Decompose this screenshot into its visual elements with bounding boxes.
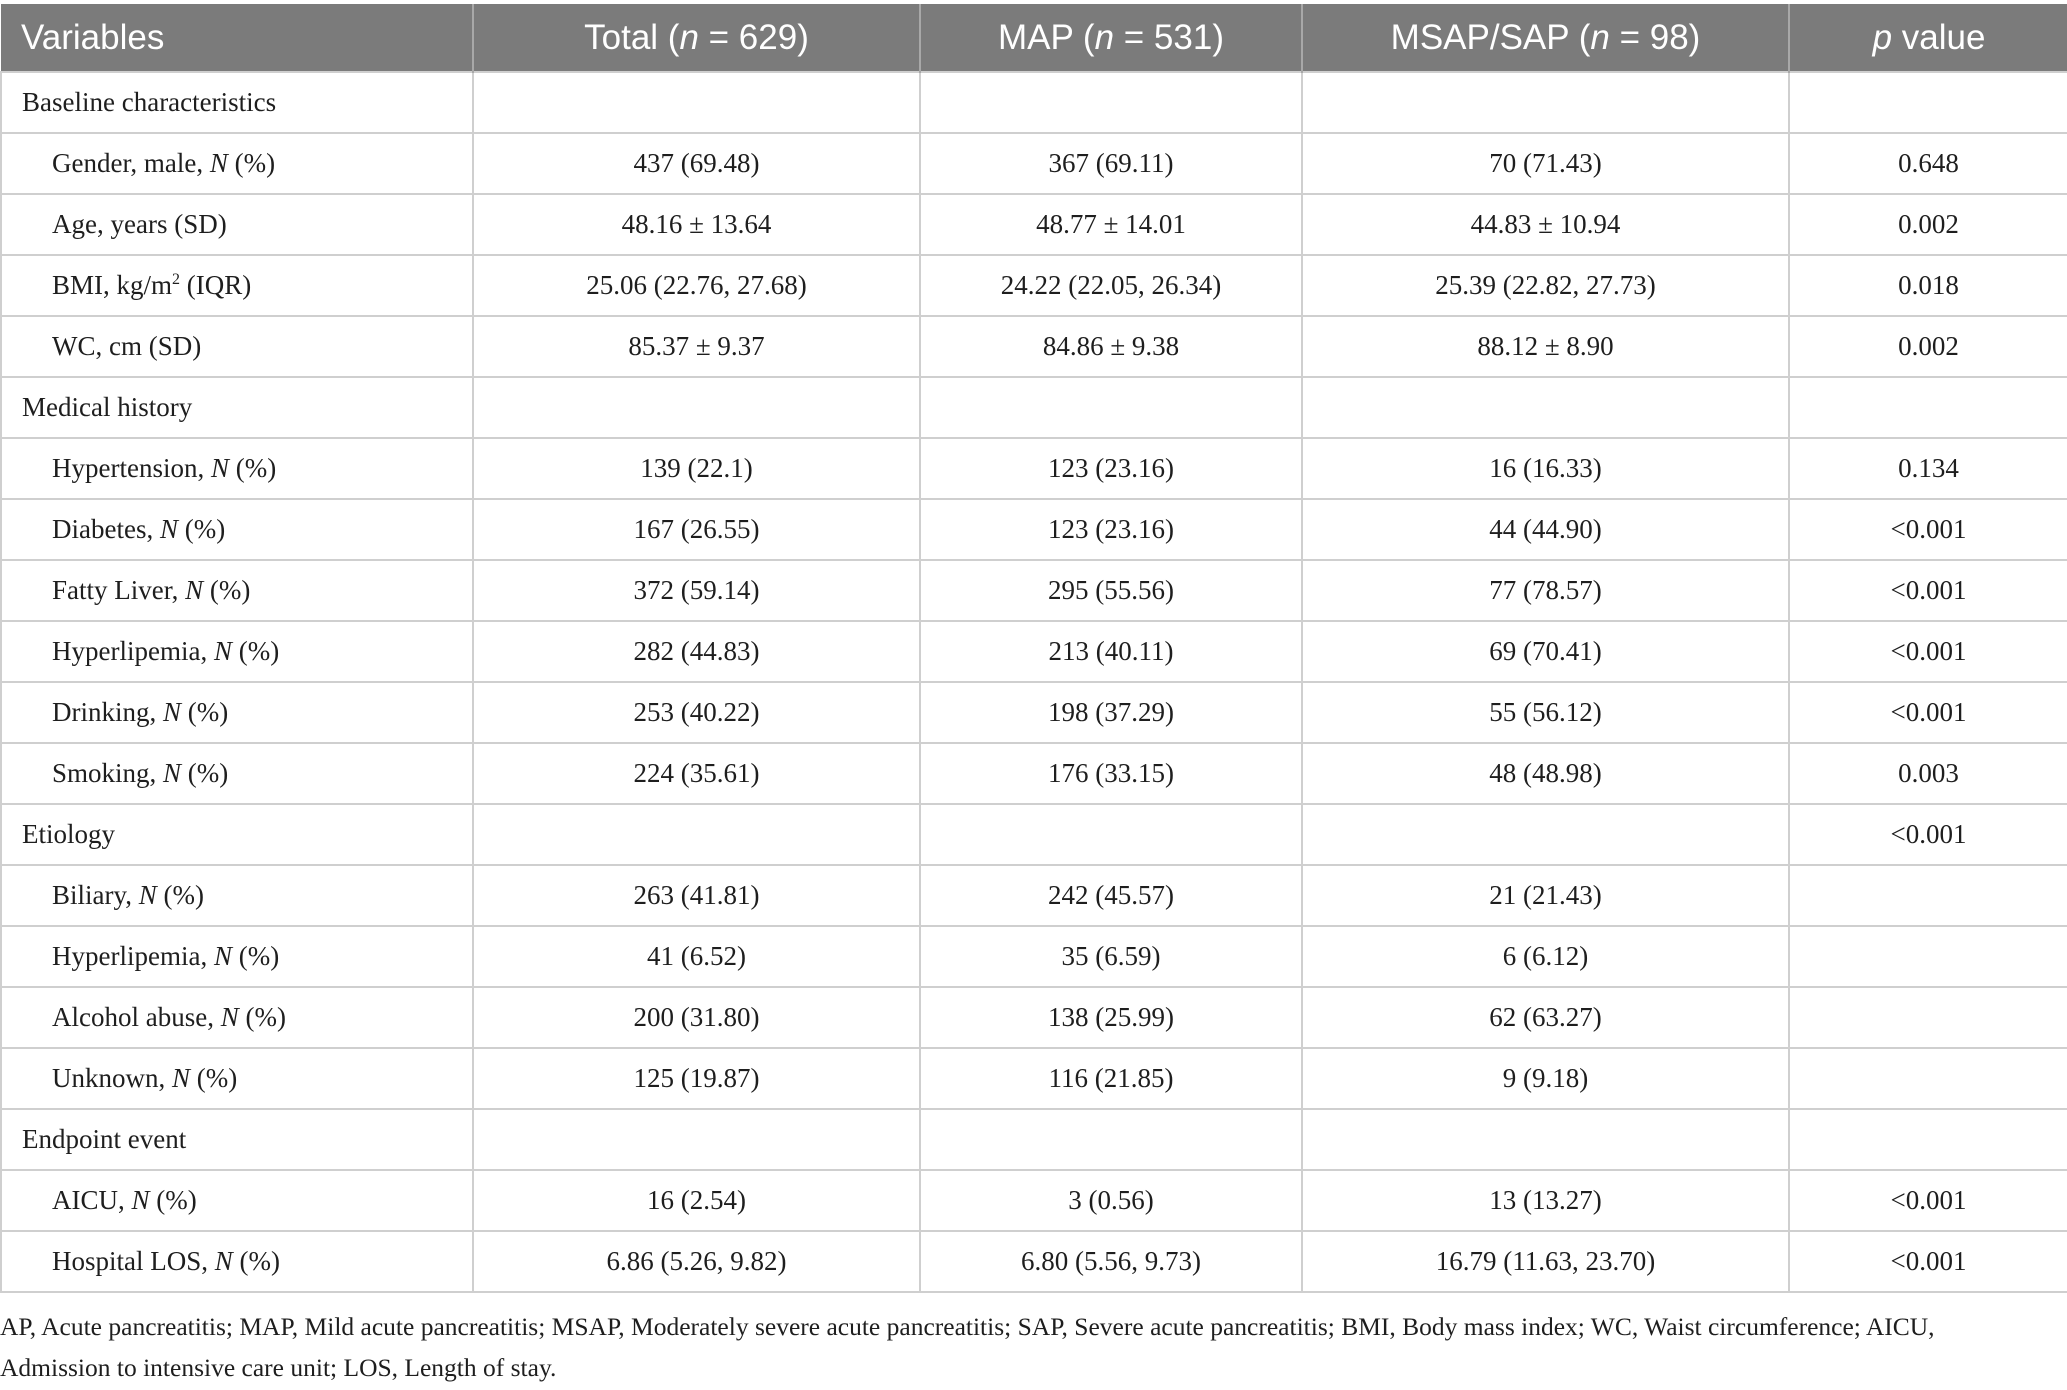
map-cell: 24.22 (22.05, 26.34) xyxy=(920,255,1302,316)
variable-label: Drinking, xyxy=(52,697,163,727)
table-header xyxy=(1,4,2067,72)
msap-cell: 9 (9.18) xyxy=(1302,1048,1789,1109)
variable-cell xyxy=(1,743,473,804)
section-row xyxy=(1,804,2067,865)
variable-label: Fatty Liver, xyxy=(52,575,186,605)
p-value-cell: 0.018 xyxy=(1789,255,2067,316)
total-cell xyxy=(473,377,920,438)
variable-label-suffix: (%) xyxy=(231,941,280,971)
section-label: Medical history xyxy=(1,377,473,438)
p-value-cell xyxy=(1789,72,2067,133)
variable-label-suffix: (%) xyxy=(149,1185,197,1215)
header-p-value xyxy=(1789,4,2067,72)
p-value-cell: <0.001 xyxy=(1789,804,2067,865)
variable-label-italic: N xyxy=(163,758,182,788)
table-row xyxy=(1,1048,2067,1109)
variable-label-italic: N xyxy=(138,880,157,910)
map-cell xyxy=(920,1109,1302,1170)
msap-cell: 55 (56.12) xyxy=(1302,682,1789,743)
header-p-post: value xyxy=(1892,17,1986,57)
p-value-cell xyxy=(1789,1048,2067,1109)
table-row xyxy=(1,621,2067,682)
header-msap-sap xyxy=(1302,4,1789,72)
header-total xyxy=(473,4,920,72)
total-cell: 200 (31.80) xyxy=(473,987,920,1048)
total-cell: 41 (6.52) xyxy=(473,926,920,987)
variable-label: Alcohol abuse, xyxy=(52,1002,221,1032)
msap-cell: 69 (70.41) xyxy=(1302,621,1789,682)
total-cell: 263 (41.81) xyxy=(473,865,920,926)
map-cell: 367 (69.11) xyxy=(920,133,1302,194)
table-row xyxy=(1,865,2067,926)
total-cell: 437 (69.48) xyxy=(473,133,920,194)
variable-label-suffix: (%) xyxy=(181,697,229,727)
variable-label: Gender, male, xyxy=(52,148,210,178)
total-cell: 125 (19.87) xyxy=(473,1048,920,1109)
variable-label-italic: N xyxy=(172,1063,191,1093)
variable-label-suffix: (%) xyxy=(181,758,229,788)
variable-label: Hospital LOS, xyxy=(52,1246,215,1276)
total-cell: 224 (35.61) xyxy=(473,743,920,804)
section-row xyxy=(1,72,2067,133)
table-body xyxy=(1,72,2067,1292)
table-row xyxy=(1,560,2067,621)
header-msap-n: n xyxy=(1590,17,1610,57)
variable-cell xyxy=(1,438,473,499)
variable-label-italic: N xyxy=(131,1185,150,1215)
variable-label-suffix: (%) xyxy=(156,880,204,910)
total-cell xyxy=(473,804,920,865)
total-cell: 372 (59.14) xyxy=(473,560,920,621)
variable-cell xyxy=(1,499,473,560)
variable-label-italic: N xyxy=(220,1002,239,1032)
map-cell: 6.80 (5.56, 9.73) xyxy=(920,1231,1302,1292)
variable-cell xyxy=(1,255,473,316)
p-value-cell: <0.001 xyxy=(1789,1231,2067,1292)
variable-label-suffix: (%) xyxy=(238,1002,286,1032)
header-map-post: = 531) xyxy=(1114,17,1224,57)
total-cell: 6.86 (5.26, 9.82) xyxy=(473,1231,920,1292)
p-value-cell: 0.003 xyxy=(1789,743,2067,804)
map-cell: 48.77 ± 14.01 xyxy=(920,194,1302,255)
variable-label: Hyperlipemia, xyxy=(52,636,214,666)
variable-label-suffix: (IQR) xyxy=(180,270,252,300)
variable-label: Hyperlipemia, xyxy=(52,941,214,971)
p-value-cell xyxy=(1789,926,2067,987)
variable-label-suffix: (%) xyxy=(177,514,226,544)
p-value-cell: <0.001 xyxy=(1789,621,2067,682)
section-label: Etiology xyxy=(1,804,473,865)
p-value-cell: 0.002 xyxy=(1789,316,2067,377)
map-cell: 242 (45.57) xyxy=(920,865,1302,926)
variable-label: Biliary, xyxy=(52,880,139,910)
table-row xyxy=(1,926,2067,987)
variable-label-suffix: (%) xyxy=(203,575,251,605)
variable-label-suffix: (%) xyxy=(228,453,277,483)
variable-label-italic: N xyxy=(159,514,178,544)
header-map-n: n xyxy=(1094,17,1115,57)
map-cell xyxy=(920,804,1302,865)
header-map xyxy=(920,4,1302,72)
variable-label-suffix: (%) xyxy=(227,148,276,178)
variable-cell xyxy=(1,1231,473,1292)
total-cell: 167 (26.55) xyxy=(473,499,920,560)
map-cell: 123 (23.16) xyxy=(920,499,1302,560)
map-cell: 116 (21.85) xyxy=(920,1048,1302,1109)
map-cell xyxy=(920,72,1302,133)
msap-cell: 48 (48.98) xyxy=(1302,743,1789,804)
map-cell: 3 (0.56) xyxy=(920,1170,1302,1231)
p-value-cell: <0.001 xyxy=(1789,560,2067,621)
table-row xyxy=(1,499,2067,560)
header-total-n: n xyxy=(679,17,699,57)
p-value-cell xyxy=(1789,987,2067,1048)
section-label: Baseline characteristics xyxy=(1,72,473,133)
table-row xyxy=(1,1170,2067,1231)
variable-cell xyxy=(1,926,473,987)
p-value-cell: <0.001 xyxy=(1789,1170,2067,1231)
table-row xyxy=(1,194,2067,255)
variable-label-italic: N xyxy=(163,697,182,727)
table-container xyxy=(0,4,2067,1293)
msap-cell: 70 (71.43) xyxy=(1302,133,1789,194)
map-cell: 176 (33.15) xyxy=(920,743,1302,804)
variable-label-suffix: (%) xyxy=(231,636,280,666)
variable-cell xyxy=(1,194,473,255)
map-cell: 295 (55.56) xyxy=(920,560,1302,621)
msap-cell: 21 (21.43) xyxy=(1302,865,1789,926)
table-row xyxy=(1,316,2067,377)
map-cell: 123 (23.16) xyxy=(920,438,1302,499)
map-cell: 213 (40.11) xyxy=(920,621,1302,682)
data-table xyxy=(0,4,2067,1293)
header-row xyxy=(1,4,2067,72)
variable-label: WC, cm (SD) xyxy=(52,331,202,361)
p-value-cell: 0.134 xyxy=(1789,438,2067,499)
table-footnote: AP, Acute pancreatitis; MAP, Mild acute pancreatitis; MSAP, Moderately severe acute pancreatitis; SAP, Severe acute pancreatitis; BMI, Body mass index; WC, Waist circumference; AICU, Admission to intensive care unit; LOS, Length of stay. xyxy=(0,1312,1935,1382)
header-total-post: = 629) xyxy=(698,17,809,57)
msap-cell: 44.83 ± 10.94 xyxy=(1302,194,1789,255)
table-row xyxy=(1,438,2067,499)
map-cell: 84.86 ± 9.38 xyxy=(920,316,1302,377)
table-row xyxy=(1,133,2067,194)
variable-label-italic: N xyxy=(209,148,228,178)
header-msap-post: = 98) xyxy=(1609,17,1701,57)
msap-cell xyxy=(1302,1109,1789,1170)
header-msap-pre: MSAP/SAP ( xyxy=(1390,17,1591,57)
msap-cell: 77 (78.57) xyxy=(1302,560,1789,621)
msap-cell: 16 (16.33) xyxy=(1302,438,1789,499)
header-p-italic: p xyxy=(1872,17,1893,57)
msap-cell: 44 (44.90) xyxy=(1302,499,1789,560)
variable-label-italic: N xyxy=(213,636,232,666)
total-cell: 282 (44.83) xyxy=(473,621,920,682)
total-cell: 139 (22.1) xyxy=(473,438,920,499)
p-value-cell xyxy=(1789,865,2067,926)
variable-cell xyxy=(1,1170,473,1231)
variable-label-italic: N xyxy=(185,575,204,605)
variable-label-italic: N xyxy=(213,941,232,971)
table-row xyxy=(1,987,2067,1048)
variable-label: Hypertension, xyxy=(52,453,211,483)
total-cell: 16 (2.54) xyxy=(473,1170,920,1231)
msap-cell xyxy=(1302,377,1789,438)
msap-cell: 62 (63.27) xyxy=(1302,987,1789,1048)
variable-cell xyxy=(1,1048,473,1109)
variable-label-italic: N xyxy=(210,453,229,483)
msap-cell: 6 (6.12) xyxy=(1302,926,1789,987)
variable-cell xyxy=(1,621,473,682)
total-cell: 85.37 ± 9.37 xyxy=(473,316,920,377)
variable-cell xyxy=(1,987,473,1048)
variable-label: Age, years (SD) xyxy=(52,209,227,239)
total-cell xyxy=(473,72,920,133)
variable-label: Unknown, xyxy=(52,1063,172,1093)
variable-label: AICU, xyxy=(52,1185,132,1215)
variable-cell xyxy=(1,316,473,377)
section-row xyxy=(1,377,2067,438)
variable-cell xyxy=(1,133,473,194)
p-value-cell: 0.002 xyxy=(1789,194,2067,255)
variable-label-suffix: (%) xyxy=(232,1246,281,1276)
msap-cell: 13 (13.27) xyxy=(1302,1170,1789,1231)
variable-label: Smoking, xyxy=(52,758,164,788)
msap-cell: 88.12 ± 8.90 xyxy=(1302,316,1789,377)
p-value-cell xyxy=(1789,1109,2067,1170)
map-cell: 198 (37.29) xyxy=(920,682,1302,743)
msap-cell: 25.39 (22.82, 27.73) xyxy=(1302,255,1789,316)
p-value-cell: 0.648 xyxy=(1789,133,2067,194)
table-row xyxy=(1,743,2067,804)
total-cell: 253 (40.22) xyxy=(473,682,920,743)
map-cell xyxy=(920,377,1302,438)
section-row xyxy=(1,1109,2067,1170)
section-label: Endpoint event xyxy=(1,1109,473,1170)
header-map-pre: MAP ( xyxy=(997,17,1095,57)
variable-cell xyxy=(1,865,473,926)
map-cell: 35 (6.59) xyxy=(920,926,1302,987)
variable-label-italic: N xyxy=(214,1246,233,1276)
msap-cell xyxy=(1302,72,1789,133)
table-row xyxy=(1,682,2067,743)
variable-label-sup: 2 xyxy=(172,271,181,288)
variable-cell xyxy=(1,682,473,743)
p-value-cell: <0.001 xyxy=(1789,682,2067,743)
header-total-pre: Total ( xyxy=(584,17,680,57)
map-cell: 138 (25.99) xyxy=(920,987,1302,1048)
total-cell: 25.06 (22.76, 27.68) xyxy=(473,255,920,316)
variable-label: Diabetes, xyxy=(52,514,160,544)
total-cell xyxy=(473,1109,920,1170)
variable-label-suffix: (%) xyxy=(190,1063,238,1093)
table-row xyxy=(1,255,2067,316)
msap-cell xyxy=(1302,804,1789,865)
header-variables: Variables xyxy=(1,4,473,72)
msap-cell: 16.79 (11.63, 23.70) xyxy=(1302,1231,1789,1292)
variable-label: BMI, kg/m xyxy=(52,270,173,300)
p-value-cell: <0.001 xyxy=(1789,499,2067,560)
total-cell: 48.16 ± 13.64 xyxy=(473,194,920,255)
p-value-cell xyxy=(1789,377,2067,438)
table-row xyxy=(1,1231,2067,1292)
variable-cell xyxy=(1,560,473,621)
